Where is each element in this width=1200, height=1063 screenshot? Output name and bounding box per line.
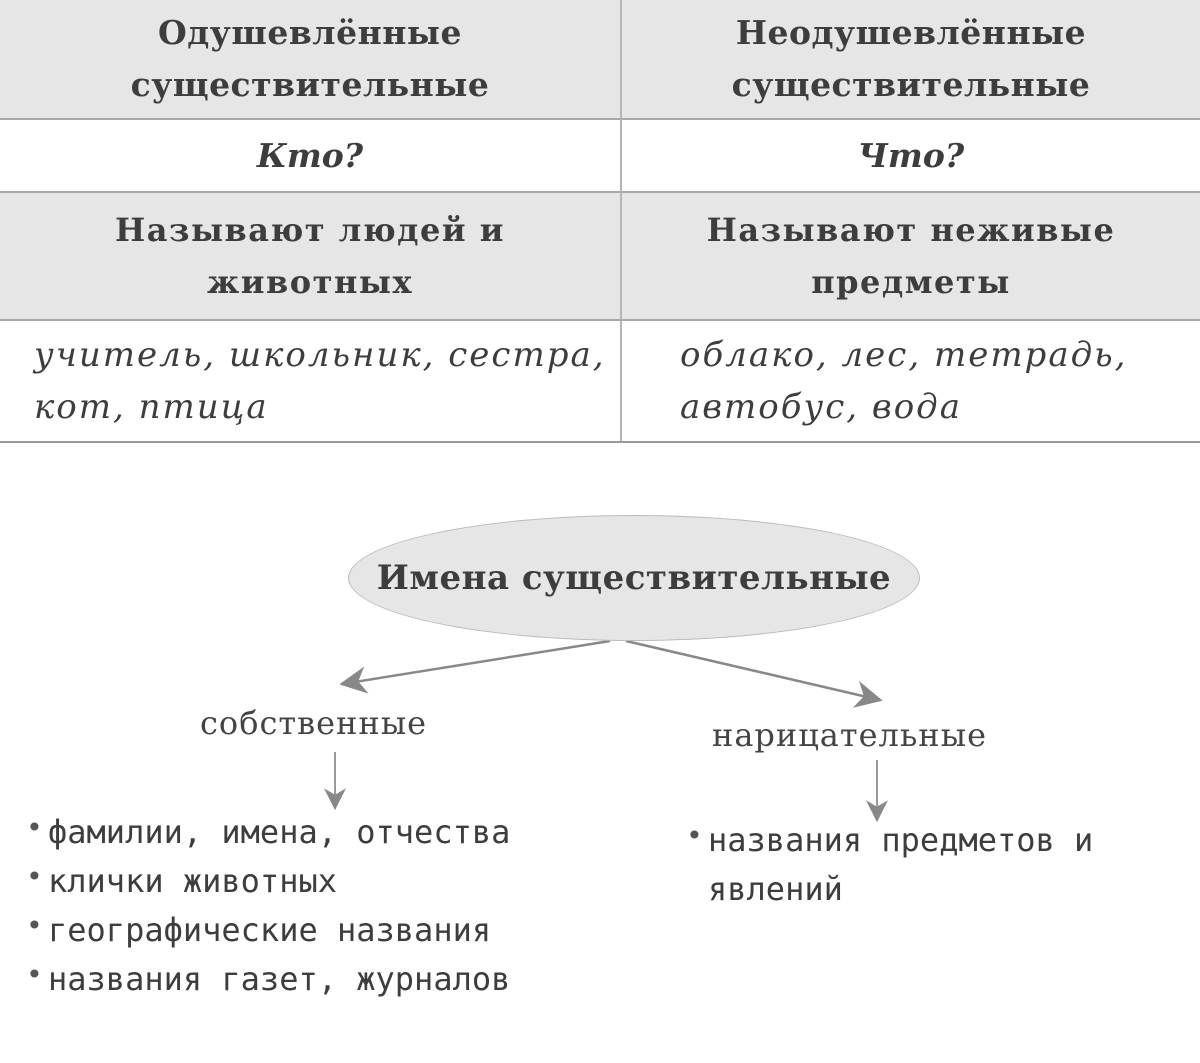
root-label: Имена существительные <box>376 558 892 598</box>
bullet-icon: • <box>26 958 43 991</box>
list-item: • названия предметов и явлений <box>686 816 1156 914</box>
question-inanimate: Что? <box>857 136 965 175</box>
root-node <box>348 515 920 641</box>
list-item: • клички животных <box>26 857 510 906</box>
bullet-icon: • <box>26 909 43 942</box>
list-item: • географические названия <box>26 906 510 955</box>
examples-animate-cell <box>0 321 622 441</box>
question-animate-cell <box>0 120 622 193</box>
header-inanimate-cell <box>622 0 1200 120</box>
description-animate: Называют людей и животных <box>115 211 505 301</box>
examples-animate: учитель, школьник, сестра, кот, птица <box>34 335 606 427</box>
bullet-icon: • <box>26 811 43 844</box>
header-animate-cell <box>0 0 622 120</box>
bullet-icon: • <box>26 860 43 893</box>
examples-inanimate: облако, лес, тетрадь, автобус, вода <box>680 335 1128 427</box>
description-inanimate-cell <box>622 193 1200 321</box>
examples-inanimate-cell <box>622 321 1200 441</box>
bullet-icon: • <box>686 819 703 852</box>
list-item: • фамилии, имена, отчества <box>26 808 510 857</box>
header-inanimate: Неодушевлённые существительные <box>731 13 1091 104</box>
question-animate: Кто? <box>256 136 364 175</box>
common-label: нарицательные <box>712 716 987 754</box>
list-item: • названия газет, журналов <box>26 955 510 1004</box>
common-list <box>686 816 1156 914</box>
arrow-to-common <box>626 641 880 700</box>
proper-list <box>26 808 510 1004</box>
header-animate: Одушевлённые существительные <box>130 13 490 104</box>
proper-label: собственные <box>200 704 428 742</box>
description-animate-cell <box>0 193 622 321</box>
arrow-to-proper <box>342 641 610 684</box>
description-inanimate: Называют неживые предметы <box>706 211 1116 301</box>
question-inanimate-cell <box>622 120 1200 193</box>
noun-table <box>0 0 1200 443</box>
